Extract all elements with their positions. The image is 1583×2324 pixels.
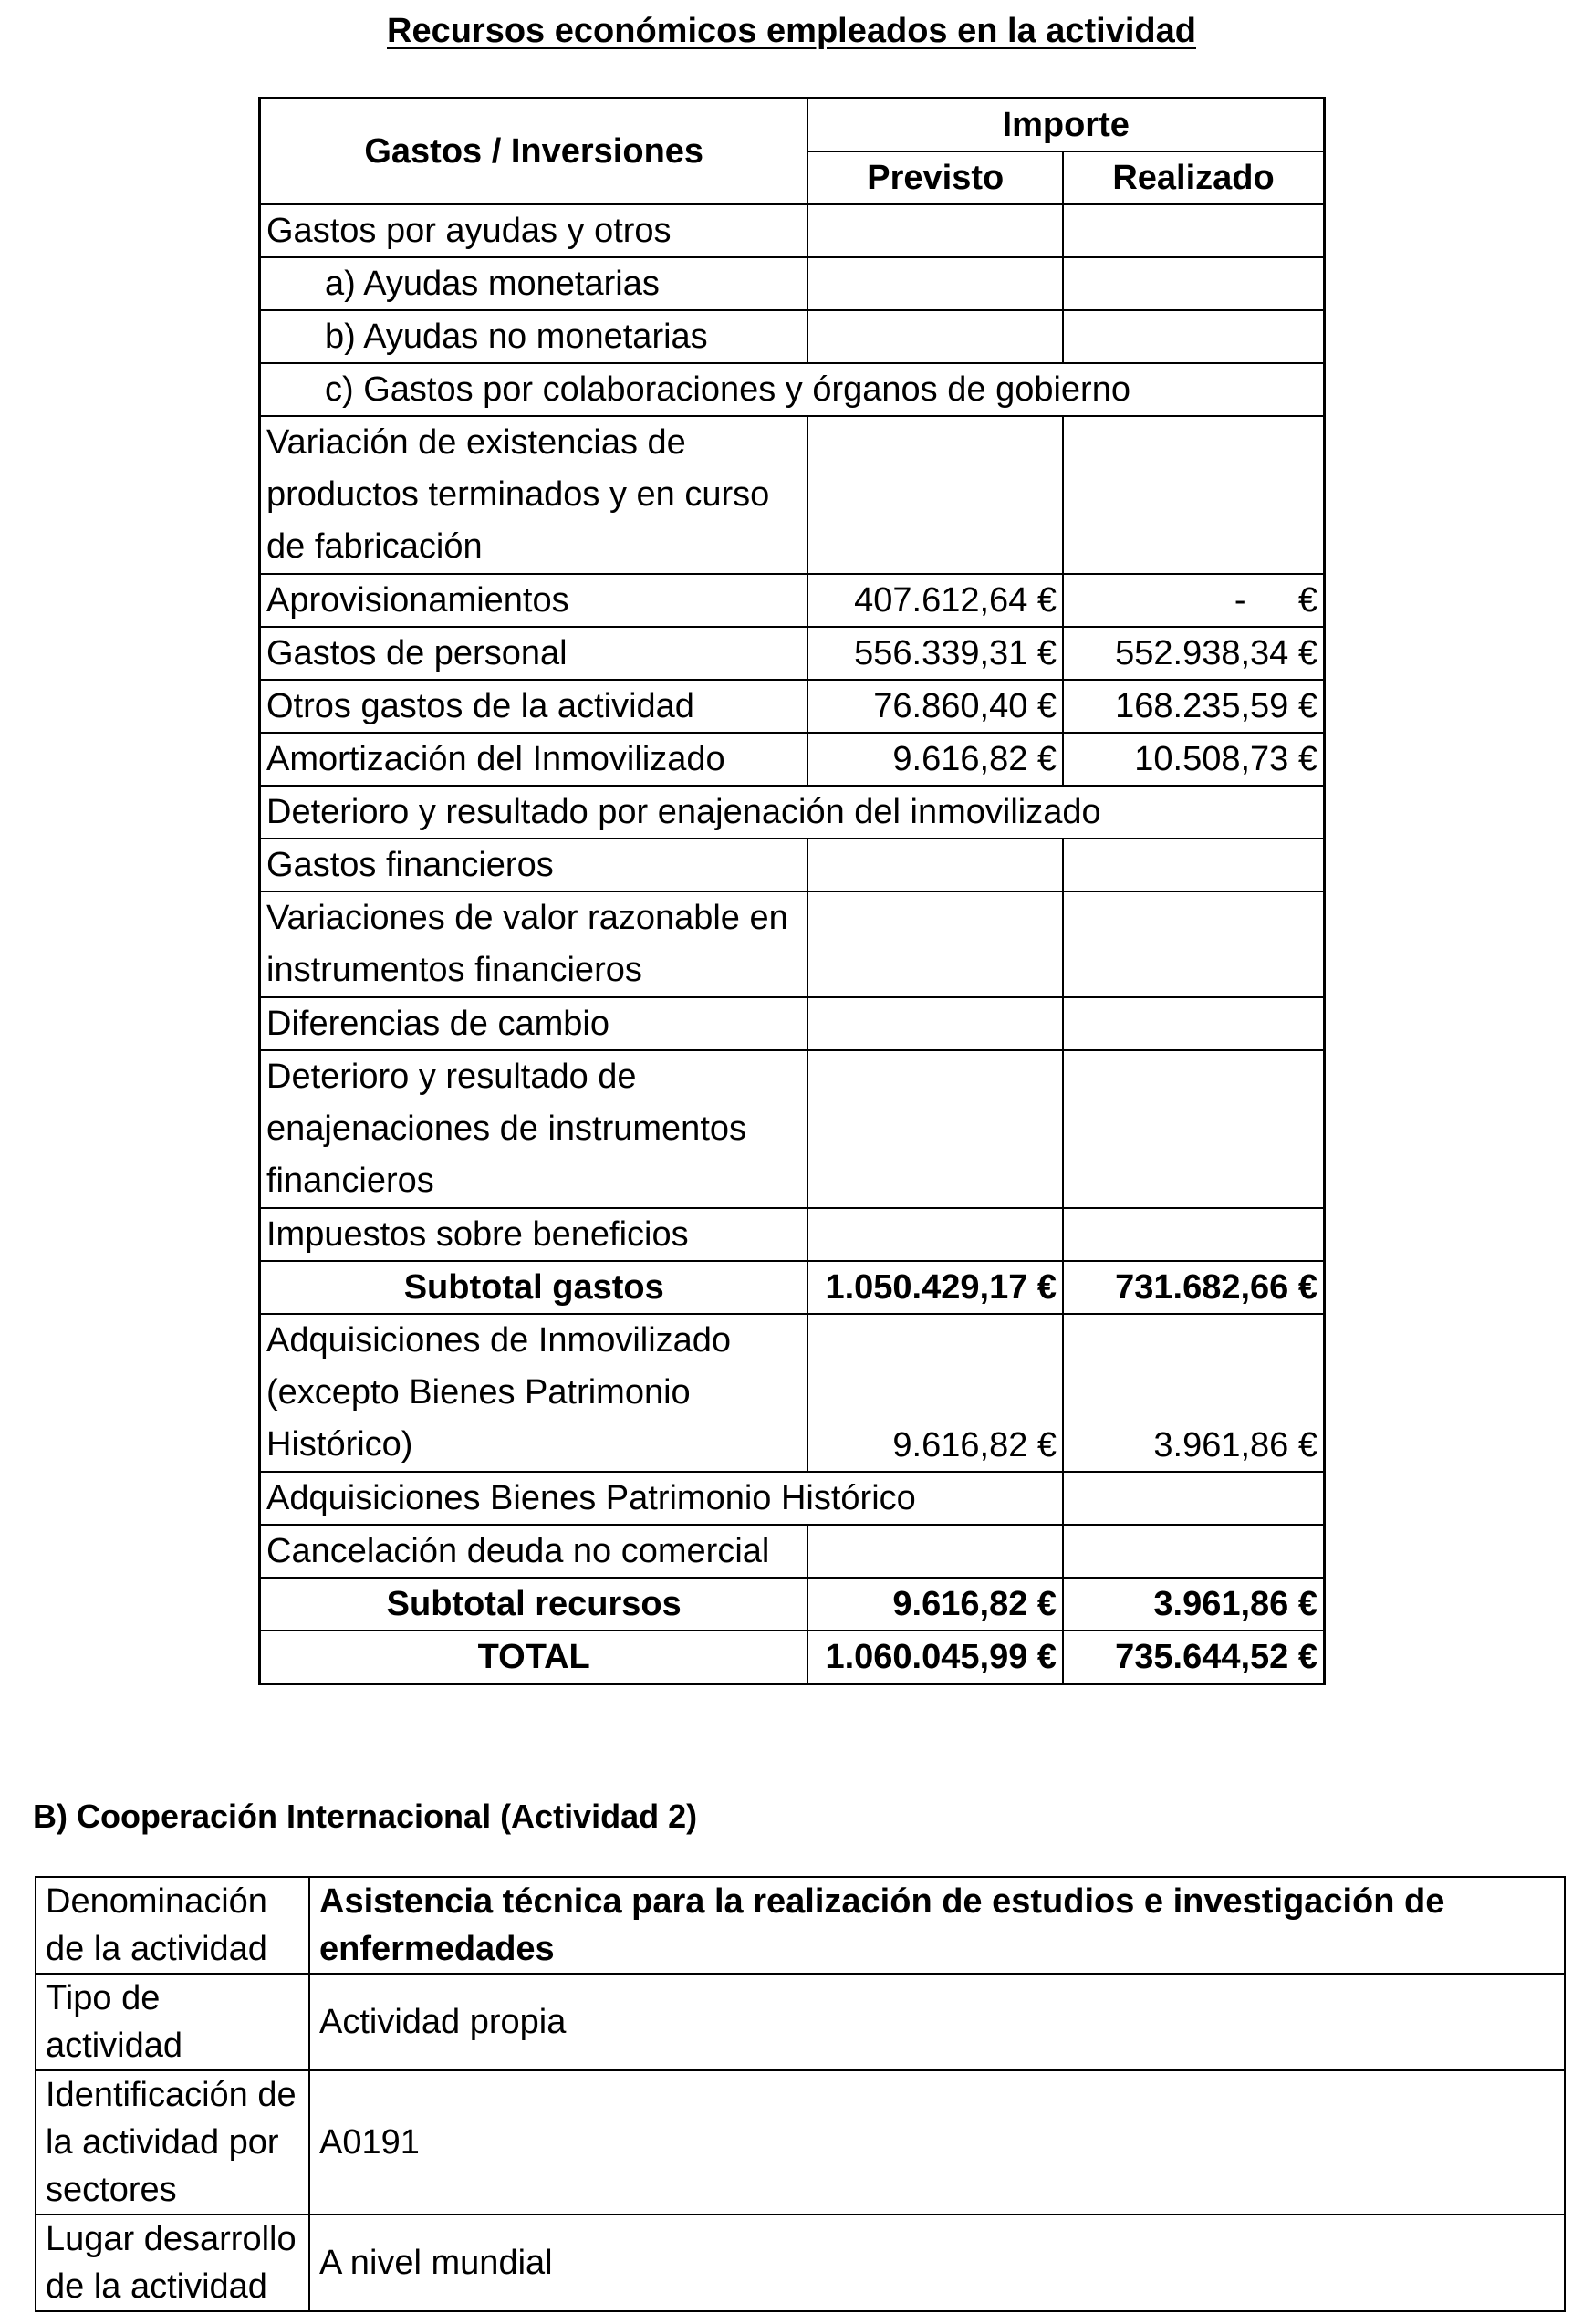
realizado-cell bbox=[1063, 204, 1324, 257]
activity-value: A nivel mundial bbox=[309, 2215, 1565, 2311]
row-label: a) Ayudas monetarias bbox=[260, 257, 808, 310]
activity-value: Actividad propia bbox=[309, 1974, 1565, 2070]
header-previsto: Previsto bbox=[807, 151, 1063, 204]
header-realizado: Realizado bbox=[1063, 151, 1324, 204]
total-row bbox=[260, 1631, 1325, 1684]
realizado-cell bbox=[1063, 1525, 1324, 1578]
row-label: Gastos por ayudas y otros bbox=[260, 204, 808, 257]
realizado-cell bbox=[1063, 997, 1324, 1050]
realizado-cell: 10.508,73 € bbox=[1063, 733, 1324, 786]
realizado-cell bbox=[1063, 310, 1324, 363]
subtotal-recursos-row bbox=[260, 1578, 1325, 1631]
realizado-cell bbox=[1063, 1050, 1324, 1208]
realizado-cell: 3.961,86 € bbox=[1063, 1314, 1324, 1472]
previsto-cell bbox=[807, 839, 1063, 891]
realizado-cell: 731.682,66 € bbox=[1063, 1261, 1324, 1314]
table-row bbox=[260, 627, 1325, 680]
section-b-heading: B) Cooperación Internacional (Actividad 2) bbox=[33, 1798, 698, 1835]
row-label: Deterioro y resultado por enajenación del inmovilizado bbox=[260, 786, 1325, 839]
table-row bbox=[260, 1525, 1325, 1578]
table-row bbox=[260, 1314, 1325, 1472]
table-row bbox=[260, 839, 1325, 891]
previsto-cell: 407.612,64 € bbox=[807, 574, 1063, 627]
activity-row-identificacion bbox=[36, 2070, 1565, 2215]
realizado-cell bbox=[1063, 839, 1324, 891]
row-label: Variación de existencias de productos terminados y en curso de fabricación bbox=[260, 416, 808, 574]
row-label: c) Gastos por colaboraciones y órganos de gobierno bbox=[260, 363, 1325, 416]
euro-sign: € bbox=[1297, 581, 1317, 620]
activity-key: Tipo de actividad bbox=[36, 1974, 309, 2070]
realizado-cell bbox=[1063, 1472, 1324, 1525]
realizado-cell bbox=[1063, 1208, 1324, 1261]
table-row bbox=[260, 257, 1325, 310]
table-row bbox=[260, 363, 1325, 416]
activity-value: A0191 bbox=[309, 2070, 1565, 2215]
table-row bbox=[260, 574, 1325, 627]
resources-table bbox=[258, 97, 1326, 1685]
activity-row-denominacion bbox=[36, 1877, 1565, 1974]
row-label: Subtotal gastos bbox=[260, 1261, 808, 1314]
previsto-cell: 9.616,82 € bbox=[807, 1578, 1063, 1631]
row-label: Subtotal recursos bbox=[260, 1578, 808, 1631]
table-row bbox=[260, 997, 1325, 1050]
activity-table bbox=[35, 1876, 1566, 2312]
table-row bbox=[260, 1472, 1325, 1525]
previsto-cell: 9.616,82 € bbox=[807, 1314, 1063, 1472]
table-row bbox=[260, 204, 1325, 257]
page-title bbox=[0, 7, 1583, 55]
row-label: Gastos de personal bbox=[260, 627, 808, 680]
previsto-cell bbox=[807, 1525, 1063, 1578]
activity-key: Lugar desarrollo de la actividad bbox=[36, 2215, 309, 2311]
previsto-cell bbox=[807, 1208, 1063, 1261]
subtotal-gastos-row bbox=[260, 1261, 1325, 1314]
table-row bbox=[260, 1208, 1325, 1261]
table-row bbox=[260, 891, 1325, 997]
row-label: Aprovisionamientos bbox=[260, 574, 808, 627]
row-label: Cancelación deuda no comercial bbox=[260, 1525, 808, 1578]
table-row bbox=[260, 786, 1325, 839]
row-label: Otros gastos de la actividad bbox=[260, 680, 808, 733]
row-label: Adquisiciones de Inmovilizado (excepto Bienes Patrimonio Histórico) bbox=[260, 1314, 808, 1472]
realizado-cell bbox=[1063, 257, 1324, 310]
header-row bbox=[260, 99, 1325, 152]
previsto-cell bbox=[807, 310, 1063, 363]
previsto-cell: 9.616,82 € bbox=[807, 733, 1063, 786]
row-label: TOTAL bbox=[260, 1631, 808, 1684]
row-label: Variaciones de valor razonable en instrumentos financieros bbox=[260, 891, 808, 997]
realizado-cell: 168.235,59 € bbox=[1063, 680, 1324, 733]
table-row bbox=[260, 733, 1325, 786]
realizado-cell bbox=[1063, 891, 1324, 997]
activity-row-lugar bbox=[36, 2215, 1565, 2311]
realizado-cell: 735.644,52 € bbox=[1063, 1631, 1324, 1684]
previsto-cell: 1.060.045,99 € bbox=[807, 1631, 1063, 1684]
previsto-cell bbox=[807, 416, 1063, 574]
row-label: b) Ayudas no monetarias bbox=[260, 310, 808, 363]
page-title-text: Recursos económicos empleados en la actividad bbox=[387, 12, 1196, 50]
header-gastos: Gastos / Inversiones bbox=[260, 99, 808, 205]
previsto-cell bbox=[807, 891, 1063, 997]
row-label: Gastos financieros bbox=[260, 839, 808, 891]
realizado-cell bbox=[1063, 574, 1324, 627]
realizado-cell: 3.961,86 € bbox=[1063, 1578, 1324, 1631]
activity-key: Denominación de la actividad bbox=[36, 1877, 309, 1974]
row-label: Adquisiciones Bienes Patrimonio Histórico bbox=[260, 1472, 1064, 1525]
realizado-cell: 552.938,34 € bbox=[1063, 627, 1324, 680]
table-row bbox=[260, 416, 1325, 574]
table-row bbox=[260, 680, 1325, 733]
previsto-cell: 556.339,31 € bbox=[807, 627, 1063, 680]
row-label: Impuestos sobre beneficios bbox=[260, 1208, 808, 1261]
previsto-cell bbox=[807, 997, 1063, 1050]
table-row bbox=[260, 1050, 1325, 1208]
realizado-cell bbox=[1063, 416, 1324, 574]
row-label: Diferencias de cambio bbox=[260, 997, 808, 1050]
activity-row-tipo bbox=[36, 1974, 1565, 2070]
previsto-cell bbox=[807, 1050, 1063, 1208]
previsto-cell bbox=[807, 204, 1063, 257]
row-label: Amortización del Inmovilizado bbox=[260, 733, 808, 786]
previsto-cell: 76.860,40 € bbox=[807, 680, 1063, 733]
header-importe: Importe bbox=[807, 99, 1324, 152]
activity-key: Identificación de la actividad por sectores bbox=[36, 2070, 309, 2215]
previsto-cell: 1.050.429,17 € bbox=[807, 1261, 1063, 1314]
activity-value: Asistencia técnica para la realización de estudios e investigación de enfermedades bbox=[309, 1877, 1565, 1974]
table-row bbox=[260, 310, 1325, 363]
previsto-cell bbox=[807, 257, 1063, 310]
dash-value: - bbox=[1234, 581, 1246, 620]
row-label: Deterioro y resultado de enajenaciones de instrumentos financieros bbox=[260, 1050, 808, 1208]
